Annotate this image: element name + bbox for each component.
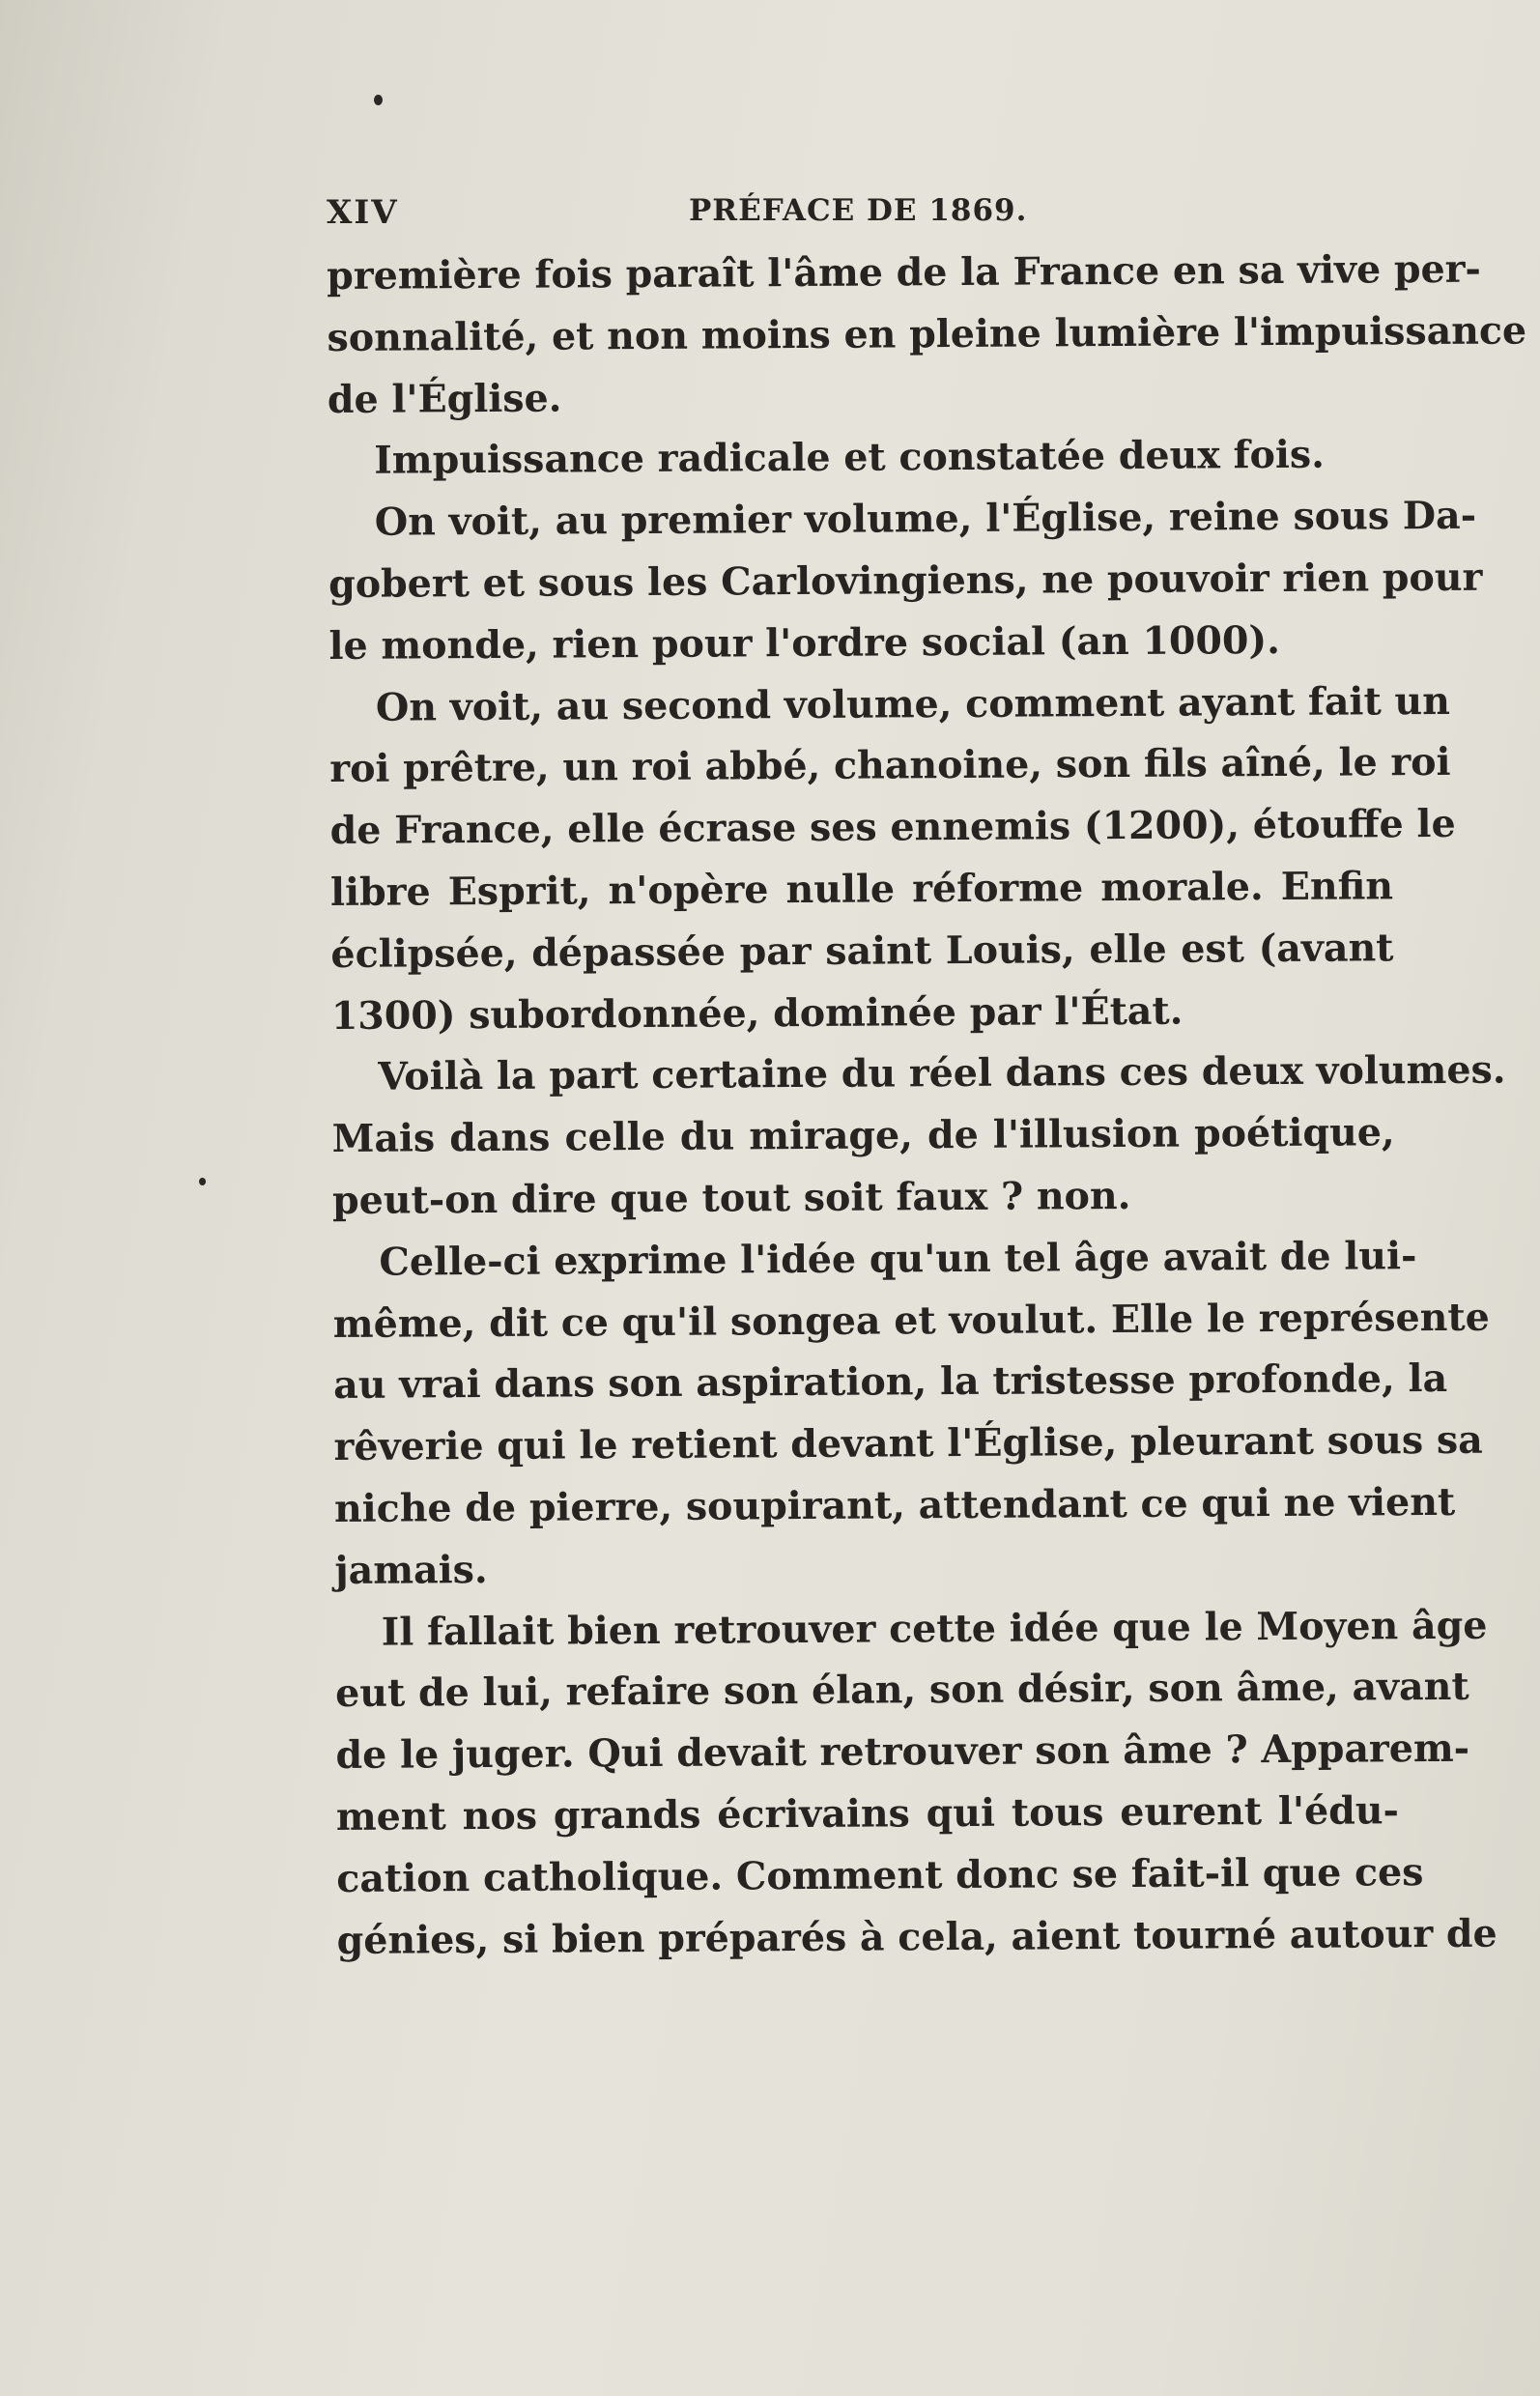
text-line: rêverie qui le retient devant l'Église, pleurant sous sa [333, 1417, 1483, 1470]
page-number: XIV [327, 193, 399, 232]
text-line: le monde, rien pour l'ordre social (an 1000). [328, 617, 1281, 669]
text-line: Impuissance radicale et constatée deux fois. [374, 433, 1326, 484]
text-line: eut de lui, refaire son élan, son désir, son âme, avant [335, 1665, 1469, 1717]
text-line: de l'Église. [327, 376, 562, 422]
running-head [327, 189, 1041, 240]
text-line: même, dit ce qu'il songea et voulut. Elle le représente [332, 1295, 1490, 1347]
text-line: Mais dans celle du mirage, de l'illusion poétique, [331, 1110, 1395, 1162]
body-text [327, 240, 1527, 1972]
text-line: On voit, au second volume, comment ayant fait un [375, 678, 1451, 730]
text-line: peut-on dire que tout soit faux ? non. [331, 1173, 1131, 1223]
text-line: ment nos grands écrivains qui tous eurent l'édu- [335, 1788, 1400, 1840]
text-line: roi prêtre, un roi abbé, chanoine, son fils aîné, le roi [329, 740, 1451, 792]
text-line: gobert et sous les Carlovingiens, ne pouvoir rien pour [328, 555, 1483, 607]
text-line: au vrai dans son aspiration, la tristesse profonde, la [333, 1356, 1448, 1409]
text-line: Il fallait bien retrouver cette idée que le Moyen âge [381, 1603, 1488, 1655]
text-line: jamais. [334, 1547, 488, 1593]
text-line: cation catholique. Comment donc se fait-il que ces [336, 1849, 1424, 1901]
text-line: sonnalité, et non moins en pleine lumière l'impuissance [327, 308, 1527, 360]
text-line: Voilà la part certaine du réel dans ces deux volumes. [378, 1047, 1506, 1100]
text-line: 1300) subordonnée, dominée par l'État. [330, 988, 1184, 1039]
ink-speck [199, 1178, 206, 1185]
text-line: de France, elle écrase ses ennemis (1200), étouffe le [329, 802, 1456, 854]
text-line: première fois paraît l'âme de la France en sa vive per- [327, 246, 1482, 299]
text-line: niche de pierre, soupirant, attendant ce qui ne vient [333, 1479, 1456, 1531]
text-line: libre Esprit, n'opère nulle réforme morale. Enfin [329, 864, 1394, 915]
text-line: éclipsée, dépassée par saint Louis, elle est (avant [330, 926, 1394, 977]
text-line: On voit, au premier volume, l'Église, reine sous Da- [374, 493, 1477, 545]
text-line: de le juger. Qui devait retrouver son âme ? Apparem- [335, 1726, 1470, 1779]
ink-speck [374, 95, 383, 105]
text-line: génies, si bien préparés à cela, aient tourné autour de [336, 1911, 1497, 1963]
running-title: PRÉFACE DE 1869. [689, 193, 1028, 228]
text-line: Celle-ci exprime l'idée qu'un tel âge avait de lui- [379, 1233, 1417, 1285]
